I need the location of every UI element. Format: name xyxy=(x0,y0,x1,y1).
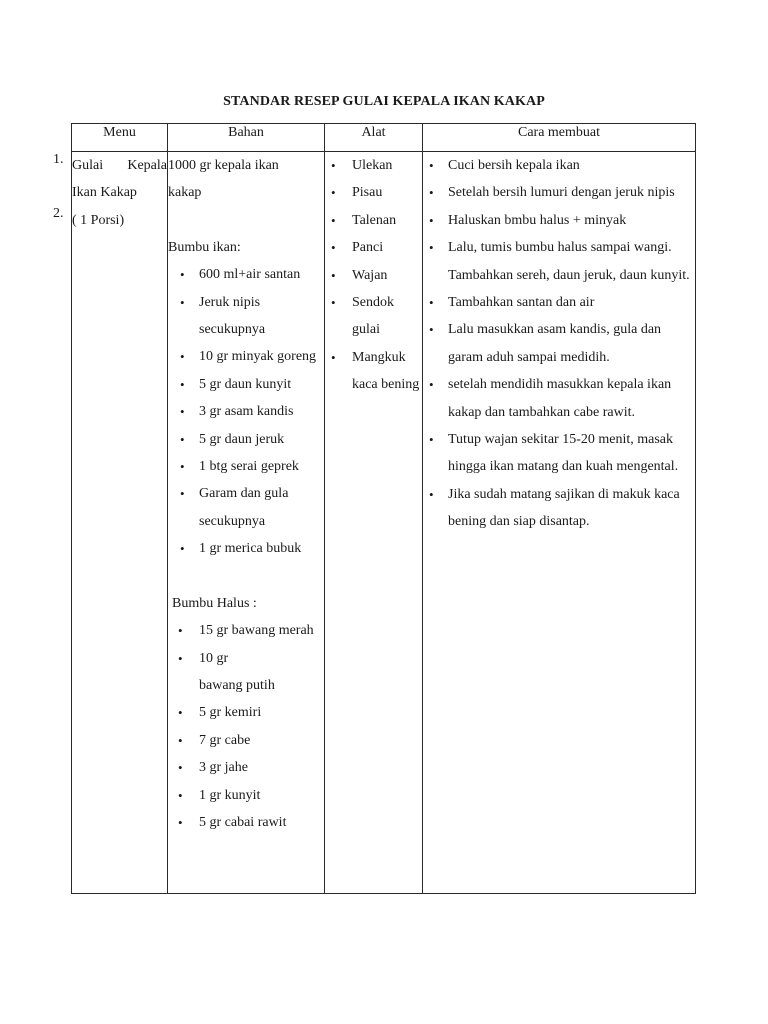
bullet-icon: • xyxy=(178,814,183,830)
bullet-icon: • xyxy=(331,267,336,283)
main-ingredient: kakap xyxy=(168,185,202,201)
list-item xyxy=(168,289,324,344)
bullet-icon: • xyxy=(180,486,185,502)
list-item xyxy=(168,343,324,370)
bullet-icon: • xyxy=(331,212,336,228)
alat-list xyxy=(325,152,422,399)
step-text: Jika sudah matang sajikan di makuk kaca bening dan siap disantap. xyxy=(448,486,680,530)
list-item xyxy=(423,207,695,234)
tool-text: Panci xyxy=(352,240,384,256)
list-item xyxy=(168,453,324,480)
bullet-icon: • xyxy=(429,322,434,338)
list-item xyxy=(168,617,324,644)
list-item xyxy=(423,234,695,289)
bullet-icon: • xyxy=(331,158,336,173)
bullet-icon: • xyxy=(180,267,185,283)
step-text: Cuci bersih kepala ikan xyxy=(448,158,580,173)
ingredient-text: 5 gr cabai rawit xyxy=(199,814,287,830)
bullet-icon: • xyxy=(178,650,183,666)
bullet-icon: • xyxy=(178,623,183,639)
bullet-icon: • xyxy=(180,294,185,310)
bullet-icon: • xyxy=(180,404,185,420)
list-item xyxy=(423,371,695,426)
bullet-icon: • xyxy=(331,295,336,311)
bullet-icon: • xyxy=(429,185,434,201)
ingredient-text: 3 gr jahe xyxy=(199,760,248,776)
list-item xyxy=(325,262,422,289)
bullet-icon: • xyxy=(331,185,336,201)
list-item xyxy=(168,645,324,700)
table-header-row xyxy=(72,124,696,152)
menu-name-line: Gulai Kepala xyxy=(72,158,167,173)
ingredient-text: Garam dan gula secukupnya xyxy=(199,486,289,529)
list-item xyxy=(168,727,324,754)
header-menu: Menu xyxy=(72,124,168,152)
bullet-icon: • xyxy=(178,760,183,776)
list-item xyxy=(325,207,422,234)
row-number: 1. xyxy=(53,152,64,167)
list-item xyxy=(168,261,324,288)
ingredient-text: 15 gr bawang merah xyxy=(199,623,314,639)
menu-portion: ( 1 Porsi) xyxy=(72,212,125,228)
step-text: Setelah bersih lumuri dengan jeruk nipis xyxy=(448,185,675,201)
tool-text: Pisau xyxy=(352,185,383,201)
bullet-icon: • xyxy=(429,158,434,173)
list-item xyxy=(168,426,324,453)
bumbu-halus-list xyxy=(168,617,324,836)
step-text: Haluskan bmbu halus + minyak xyxy=(448,212,627,228)
bullet-icon: • xyxy=(178,732,183,748)
tool-text: Talenan xyxy=(352,212,397,228)
list-item xyxy=(168,398,324,425)
bullet-icon: • xyxy=(180,541,185,557)
bullet-icon: • xyxy=(429,240,434,256)
page-title: STANDAR RESEP GULAI KEPALA IKAN KAKAP xyxy=(223,94,545,109)
ingredient-text: 1 gr kunyit xyxy=(199,787,261,803)
ingredient-text: Jeruk nipis secukupnya xyxy=(199,294,266,338)
list-item xyxy=(325,289,422,344)
step-text: Tambahkan santan dan air xyxy=(448,295,595,311)
tool-text: Wajan xyxy=(352,267,388,283)
cara-cell xyxy=(423,152,696,894)
step-text: Tutup wajan sekitar 15-20 menit, masak hingga ikan matang dan kuah mengental. xyxy=(448,432,679,475)
ingredient-text: 1 gr merica bubuk xyxy=(199,541,302,557)
bumbu-ikan-heading: Bumbu ikan: xyxy=(168,239,241,255)
bullet-icon: • xyxy=(180,459,185,475)
list-item xyxy=(168,699,324,726)
table-row xyxy=(72,152,696,894)
list-item xyxy=(325,179,422,206)
list-item xyxy=(423,289,695,316)
list-item xyxy=(423,152,695,179)
bullet-icon: • xyxy=(429,486,434,502)
ingredient-text: bawang putih xyxy=(199,677,275,693)
ingredient-text: 10 gr minyak goreng xyxy=(199,349,317,365)
recipe-table xyxy=(71,123,696,894)
step-text: Lalu, tumis bumbu halus sampai wangi. Tambahkan sereh, daun jeruk, daun kunyit. xyxy=(448,240,690,283)
tool-text: Sendok gulai xyxy=(352,295,394,338)
bullet-icon: • xyxy=(429,212,434,228)
list-item xyxy=(168,809,324,836)
row-number: 2. xyxy=(53,206,64,221)
list-item xyxy=(325,152,422,179)
list-item xyxy=(168,480,324,535)
header-bahan: Bahan xyxy=(168,124,325,152)
list-item xyxy=(423,481,695,536)
row-numbers xyxy=(53,150,64,231)
bullet-icon: • xyxy=(178,705,183,721)
header-alat: Alat xyxy=(325,124,423,152)
menu-cell xyxy=(72,152,168,894)
list-item xyxy=(423,426,695,481)
bullet-icon: • xyxy=(180,349,185,365)
ingredient-text: 7 gr cabe xyxy=(199,732,251,748)
bahan-cell xyxy=(168,152,325,894)
list-item xyxy=(423,179,695,206)
tool-text: Mangkuk kaca bening xyxy=(352,349,420,393)
ingredient-text: 5 gr daun jeruk xyxy=(199,431,285,447)
step-text: Lalu masukkan asam kandis, gula dan garam aduh sampai medidih. xyxy=(448,322,662,365)
ingredient-text: 1 btg serai geprek xyxy=(199,459,299,475)
menu-name-line: Ikan Kakap xyxy=(72,185,137,201)
bullet-icon: • xyxy=(429,377,434,393)
list-item xyxy=(168,535,324,562)
bullet-icon: • xyxy=(180,431,185,447)
list-item xyxy=(325,234,422,261)
list-item xyxy=(168,782,324,809)
alat-cell xyxy=(325,152,423,894)
ingredient-text: 5 gr daun kunyit xyxy=(199,376,292,392)
cara-list xyxy=(423,152,695,536)
main-ingredient: 1000 gr kepala ikan xyxy=(168,158,279,173)
bullet-icon: • xyxy=(178,787,183,803)
ingredient-text: 600 ml+air santan xyxy=(199,267,301,283)
ingredient-text: 5 gr kemiri xyxy=(199,705,262,721)
step-text: setelah mendidih masukkan kepala ikan kakap dan tambahkan cabe rawit. xyxy=(448,377,672,420)
bullet-icon: • xyxy=(180,376,185,392)
bullet-icon: • xyxy=(331,349,336,365)
list-item xyxy=(325,344,422,399)
list-item xyxy=(168,754,324,781)
ingredient-text: 3 gr asam kandis xyxy=(199,404,294,420)
list-item xyxy=(423,316,695,371)
list-item xyxy=(168,371,324,398)
bullet-icon: • xyxy=(429,295,434,311)
bumbu-halus-heading: Bumbu Halus : xyxy=(172,595,257,611)
bullet-icon: • xyxy=(429,432,434,448)
bumbu-ikan-list xyxy=(168,261,324,562)
header-cara: Cara membuat xyxy=(423,124,696,152)
ingredient-text: 10 gr xyxy=(199,650,229,666)
tool-text: Ulekan xyxy=(352,158,393,173)
bullet-icon: • xyxy=(331,240,336,256)
